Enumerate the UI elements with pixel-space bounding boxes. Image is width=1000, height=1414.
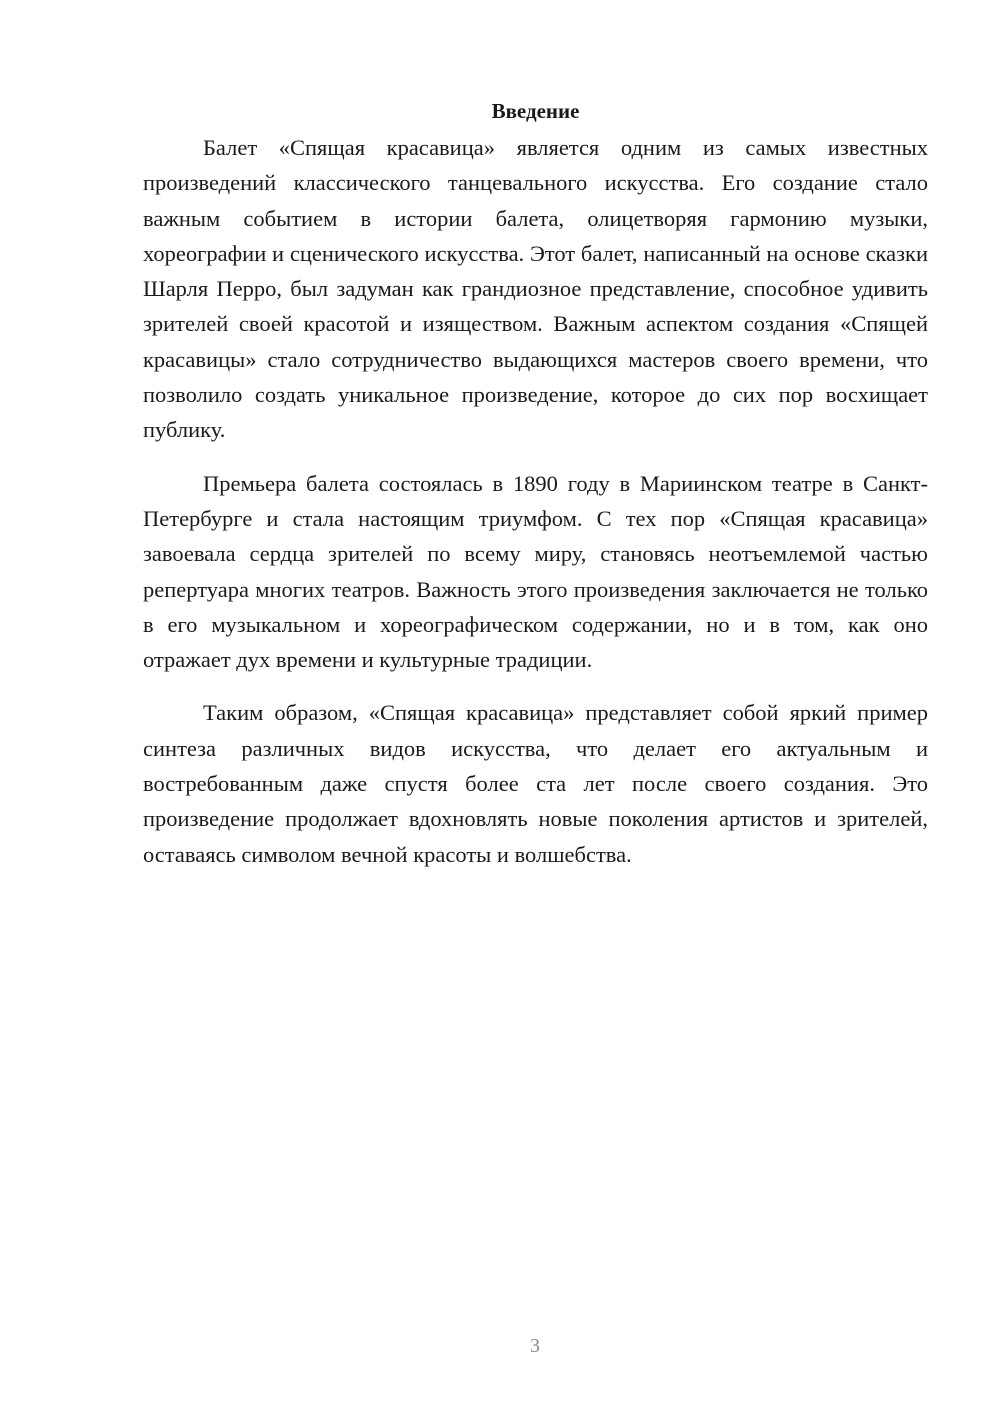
paragraph-3: Таким образом, «Спящая красавица» представляет собой яркий пример синтеза различных видов искусства, что делает его актуальным и востребованным даже спустя более ста лет после своего создания. Это произведение продолжает вдохновлять новые поколения артистов и зрителей, оставаясь символом вечной красоты и волшебства. [143, 700, 928, 867]
page-content [143, 96, 928, 890]
page-number: 3 [530, 1335, 540, 1357]
paragraph-1: Балет «Спящая красавица» является одним из самых известных произведений классического танцевального искусства. Его создание стало важным событием в истории балета, олицетворяя гармонию музыки, хореографии и сценического искусства. Этот балет, написанный на основе сказки Шарля Перро, был задуман как грандиозное представление, способное удивить зрителей своей красотой и изяществом. Важным аспектом создания «Спящей красавицы» стало сотрудничество выдающихся мастеров своего времени, что позволило создать уникальное произведение, которое до сих пор восхищает публику. [143, 135, 928, 443]
section-heading: Введение [491, 99, 580, 123]
paragraph-2: Премьера балета состоялась в 1890 году в Мариинском театре в Санкт-Петербурге и стала настоящим триумфом. С тех пор «Спящая красавица» завоевала сердца зрителей по всему миру, становясь неотъемлемой частью репертуара многих театров. Важность этого произведения заключается не только в его музыкальном и хореографическом содержании, но и в том, как оно отражает дух времени и культурные традиции. [143, 470, 928, 673]
